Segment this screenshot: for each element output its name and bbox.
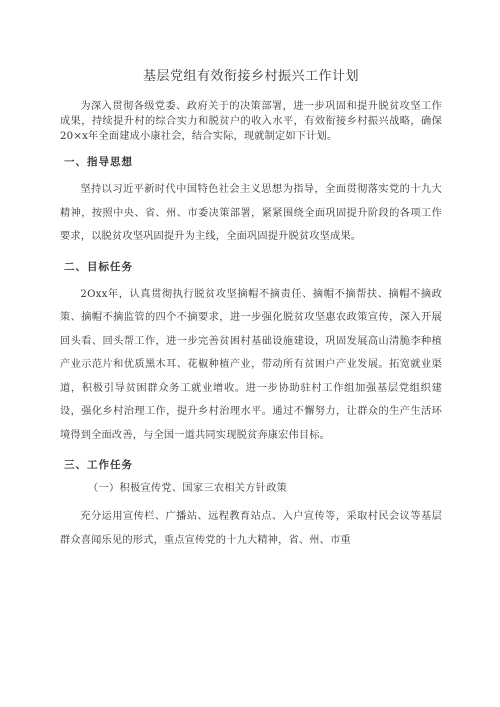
document-title: 基层党组有效衔接乡村振兴工作计划 (142, 69, 359, 84)
tasks-subheading-publicity: （一）积极宣传党、国家三农相关方针政策 (88, 483, 288, 494)
section-heading-guiding-ideology: 一、指导思想 (64, 156, 133, 168)
intro-paragraph: 为深入贯彻各级党委、政府关于的决策部署，进一步巩固和提升脱贫攻坚工作成果，持续提升村的综合实力和脱贫户的收入水平，有效衔接乡村振兴战略，确保20×x年全面建成小康社会，结合实际，现就制定如下计划。 (60, 101, 442, 142)
section-heading-tasks: 三、工作任务 (64, 459, 133, 471)
section-heading-goals: 二、目标任务 (64, 260, 133, 273)
tasks-paragraph: 充分运用宣传栏、广播站、远程教育站点、入户宣传等，采取村民会议等基层群众喜闻乐见的形式，重点宣传党的十九大精神，省、州、市重 (60, 511, 442, 546)
goals-paragraph: 2Oxx年，认真贯彻执行脱贫攻坚摘帽不摘责任、摘帽不摘帮扶、摘帽不摘政策、摘帽不摘监管的四个不摘要求，进一步强化脱贫攻坚惠农政策宣传，深入开展回头看、回头帮工作，进一步完善贫困村基础设施建设，巩固发展高山清脆李种植产业示范片和优质黑木耳、花椒种植产业，带动所有贫困户产业发展。拓宽就业渠道，积极引导贫困群众务工就业增收。进一步协助驻村工作组加强基层党组织建设，强化乡村治理工作，提升乡村治理水平。通过不懈努力，让群众的生产生活环境得到全面改善，与全国一道共同实现脱贫奔康宏伟目标。 (60, 288, 442, 441)
guiding-ideology-paragraph: 坚持以习近平新时代中国特色社会主义思想为指导，全面贯彻落实党的十九大精神，按照中央、省、州、市委决策部署，紧紧围绕全面巩固提升阶段的各项工作要求，以脱贫攻坚巩固提升为主线，全面巩固提升脱贫攻坚成果。 (60, 184, 442, 242)
